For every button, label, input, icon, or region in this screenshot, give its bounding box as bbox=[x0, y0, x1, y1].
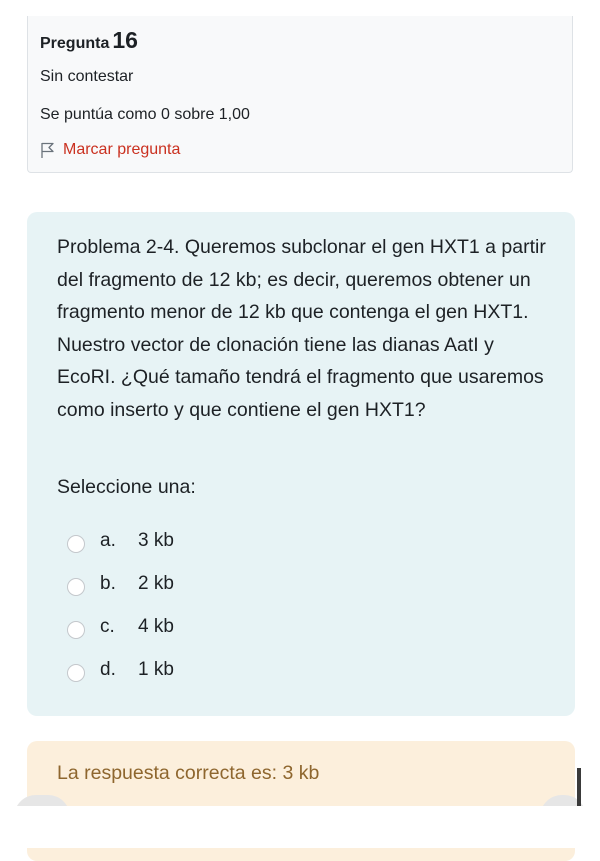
answer-option-d[interactable] bbox=[67, 648, 174, 691]
answer-letter: d. bbox=[100, 658, 116, 680]
answer-letter: b. bbox=[100, 572, 116, 594]
answer-text: 4 kb bbox=[138, 615, 174, 637]
flag-question-label: Marcar pregunta bbox=[63, 141, 181, 158]
answer-text: 2 kb bbox=[138, 572, 174, 594]
scrollbar[interactable] bbox=[577, 768, 581, 806]
answer-list bbox=[67, 519, 174, 691]
answer-text: 1 kb bbox=[138, 658, 174, 680]
correct-answer-text: La respuesta correcta es: 3 kb bbox=[57, 762, 320, 784]
question-label: Pregunta bbox=[40, 35, 110, 52]
answer-prompt: Seleccione una: bbox=[57, 476, 196, 498]
question-number: 16 bbox=[112, 27, 138, 53]
answer-radio-a[interactable] bbox=[67, 535, 85, 553]
question-state: Sin contestar bbox=[40, 68, 134, 85]
answer-letter: c. bbox=[100, 615, 115, 637]
answer-letter: a. bbox=[100, 529, 116, 551]
answer-option-c[interactable] bbox=[67, 605, 174, 648]
flag-question-link[interactable] bbox=[40, 141, 180, 159]
bottom-area bbox=[0, 806, 600, 848]
answer-option-a[interactable] bbox=[67, 519, 174, 562]
question-text: Problema 2-4. Queremos subclonar el gen HXT1 a partir del fragmento de 12 kb; es decir, queremos obtener un fragmento menor de 12 kb que contenga el gen HXT1. Nuestro vector de clonación tiene las dianas AatI y EcoRI. ¿Qué tamaño tendrá el fragmento que usaremos como inserto y que contiene el gen HXT1? bbox=[57, 236, 546, 421]
question-grade: Se puntúa como 0 sobre 1,00 bbox=[40, 106, 250, 123]
question-info-panel bbox=[27, 16, 573, 173]
answer-radio-c[interactable] bbox=[67, 621, 85, 639]
answer-radio-b[interactable] bbox=[67, 578, 85, 596]
answer-text: 3 kb bbox=[138, 529, 174, 551]
question-title bbox=[40, 27, 138, 54]
answer-radio-d[interactable] bbox=[67, 664, 85, 682]
flag-icon bbox=[40, 142, 55, 159]
question-content bbox=[27, 212, 575, 716]
answer-option-b[interactable] bbox=[67, 562, 174, 605]
